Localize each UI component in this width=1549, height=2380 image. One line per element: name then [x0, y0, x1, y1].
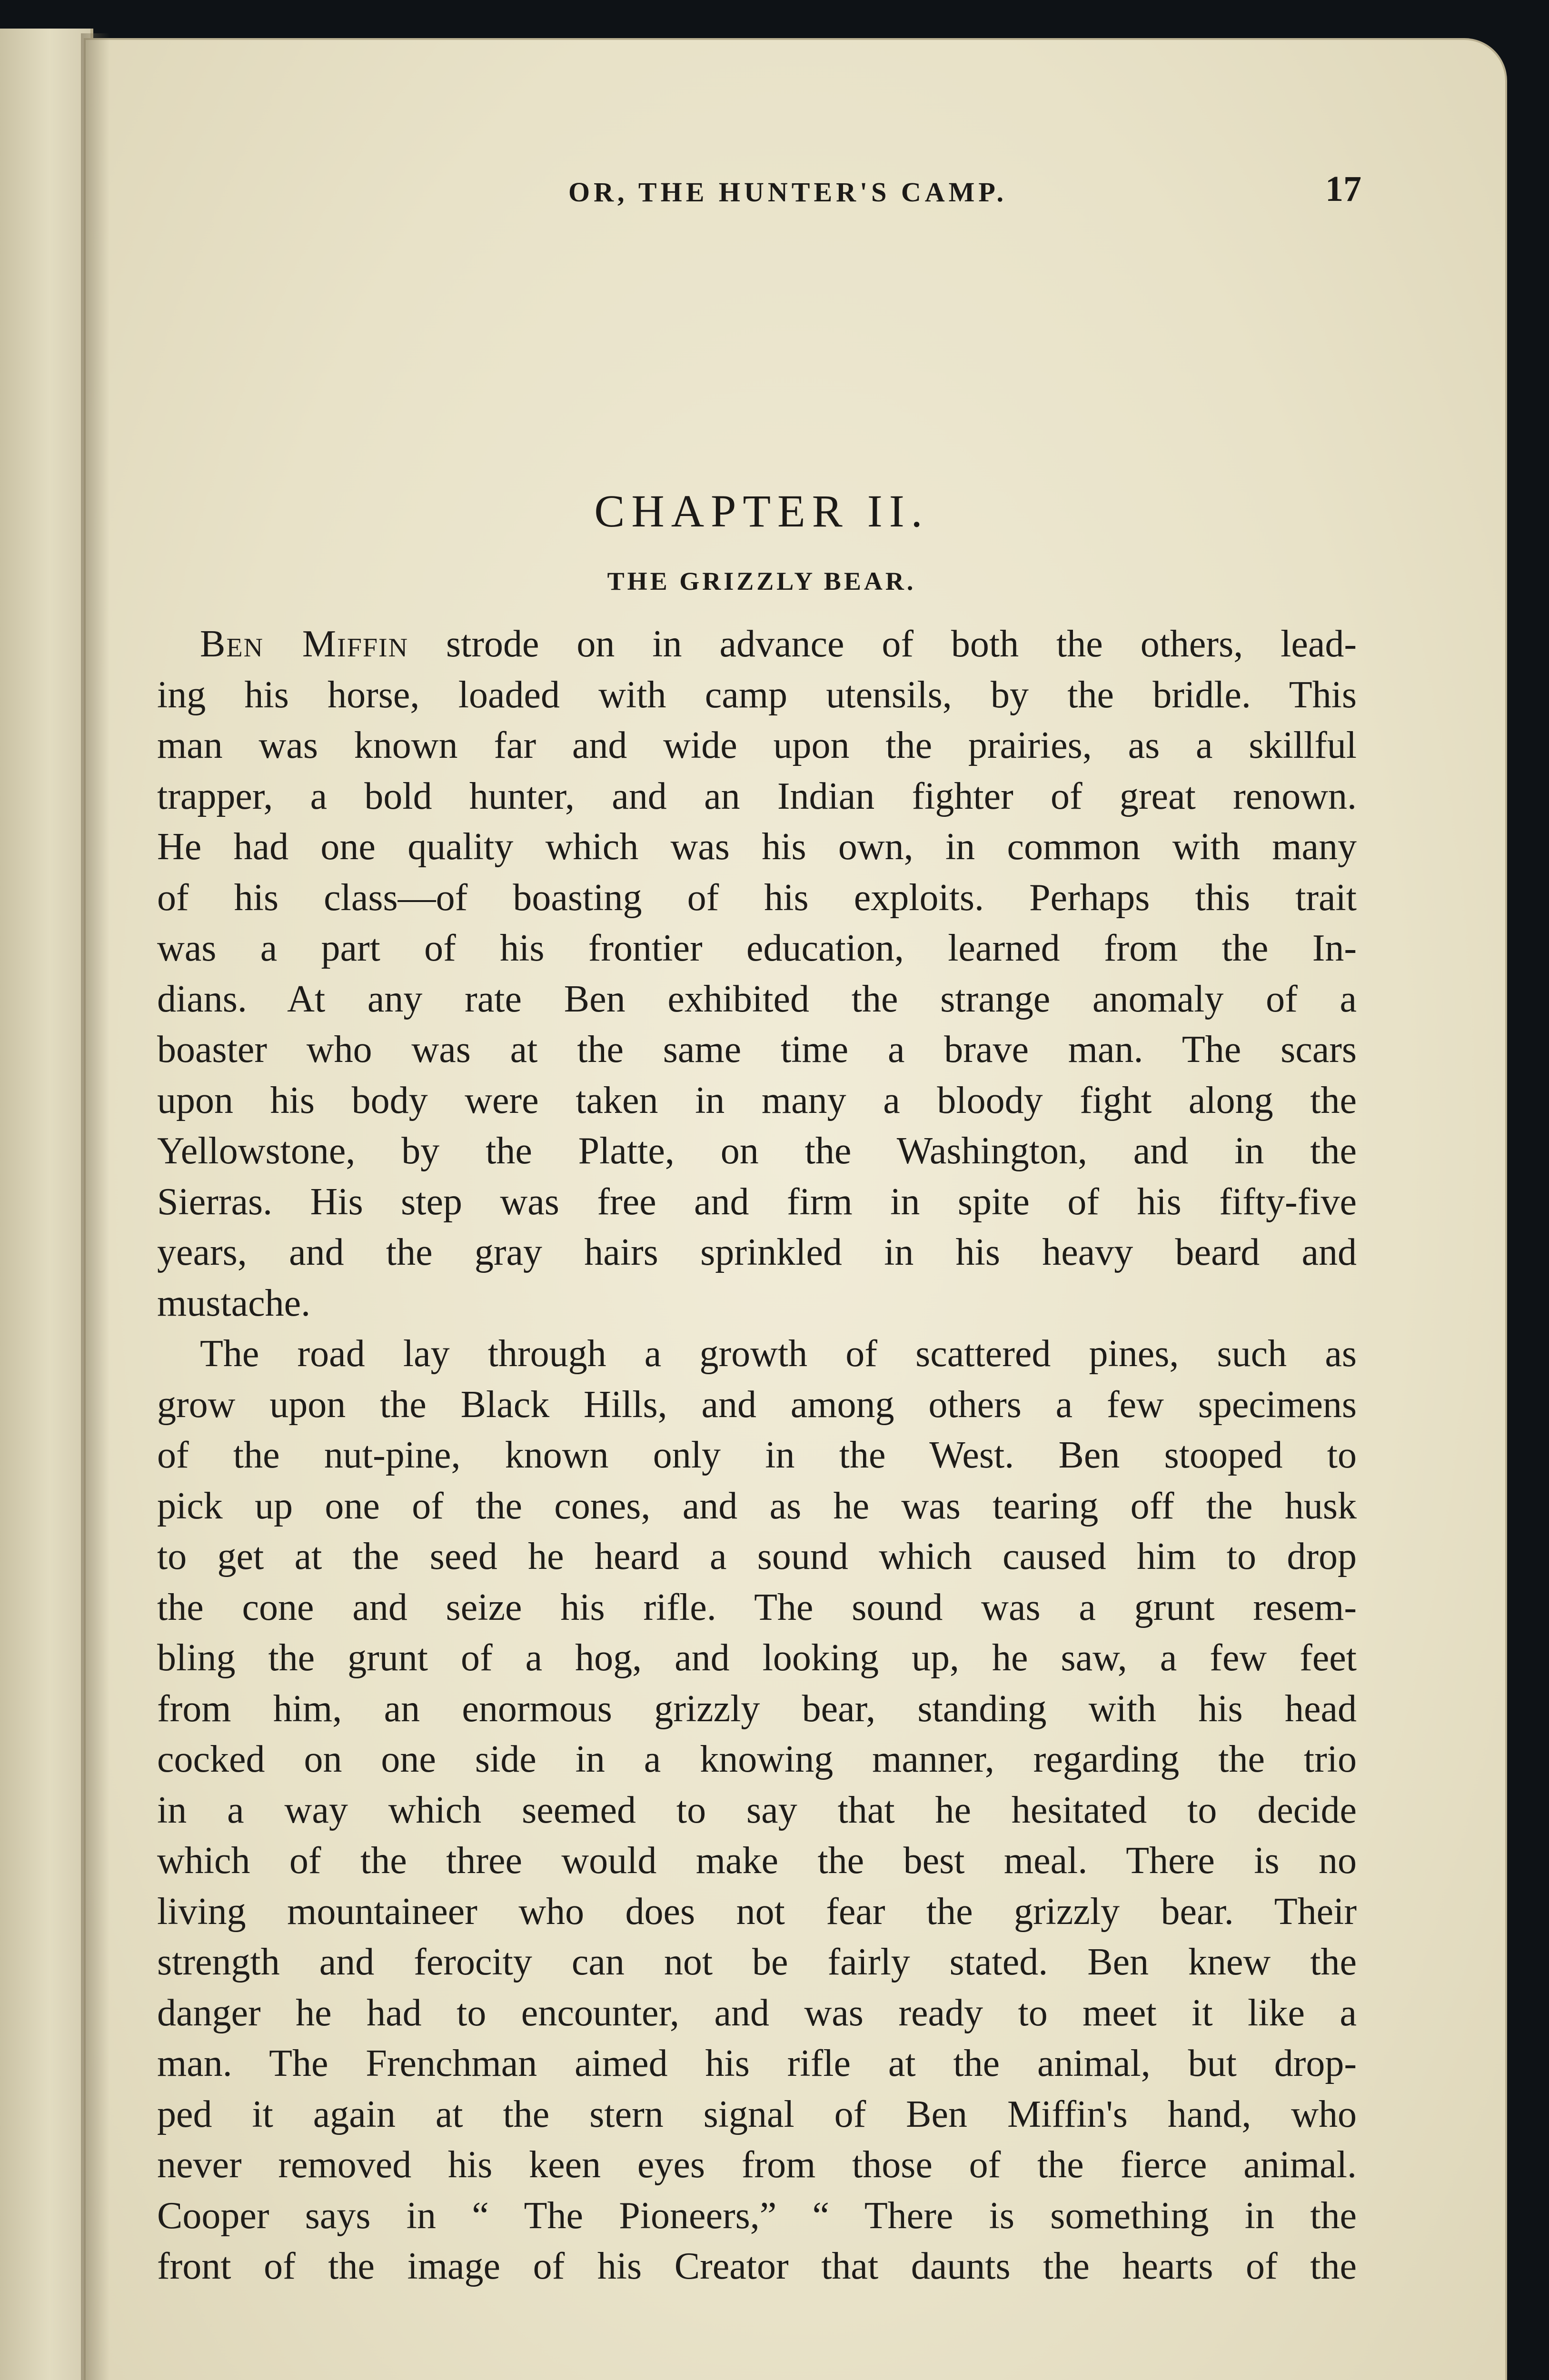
text-line: which of the three would make the best meal. There is no: [157, 1840, 1357, 1882]
text-line: man was known far and wide upon the prairies, as a skillful: [157, 724, 1357, 766]
text-line: trapper, a bold hunter, and an Indian fighter of great renown.: [157, 775, 1357, 817]
text-line: The road lay through a growth of scattered pines, such as: [200, 1333, 1357, 1375]
text-line: Yellowstone, by the Platte, on the Washington, and in the: [157, 1130, 1357, 1172]
text-line: in a way which seemed to say that he hesitated to decide: [157, 1789, 1357, 1831]
text-line: upon his body were taken in many a bloody fight along the: [157, 1079, 1357, 1121]
text-line: the cone and seize his rifle. The sound was a grunt resem-: [157, 1586, 1357, 1628]
running-header: OR, THE HUNTER'S CAMP.: [568, 177, 1008, 208]
text-line: cocked on one side in a knowing manner, regarding the trio: [157, 1738, 1357, 1780]
text-line: grow upon the Black Hills, and among others a few specimens: [157, 1383, 1357, 1426]
text-line: boaster who was at the same time a brave man. The scars: [157, 1029, 1357, 1071]
gutter-shadow: [81, 33, 109, 2380]
lead-name: Ben Miffin: [200, 623, 409, 665]
chapter-subtitle: THE GRIZZLY BEAR.: [607, 567, 916, 595]
text-line: dians. At any rate Ben exhibited the strange anomaly of a: [157, 978, 1357, 1020]
text-line: mustache.: [157, 1282, 311, 1324]
text-line: Sierras. His step was free and firm in spite of his fifty-five: [157, 1180, 1357, 1223]
text-line: danger he had to encounter, and was ready to meet it like a: [157, 1992, 1357, 2034]
text-line: front of the image of his Creator that daunts the hearts of the: [157, 2245, 1357, 2287]
text-line: ing his horse, loaded with camp utensils, by the bridle. This: [157, 674, 1357, 716]
text-line: of the nut-pine, known only in the West. Ben stooped to: [157, 1434, 1357, 1476]
body-text: [157, 619, 1357, 2292]
text-line: Cooper says in “ The Pioneers,” “ There is something in the: [157, 2194, 1357, 2237]
text-line: [157, 619, 1357, 670]
text-line: was a part of his frontier education, learned from the In-: [157, 927, 1357, 969]
text-line: of his class—of boasting of his exploits. Perhaps this trait: [157, 876, 1357, 919]
text-line: living mountaineer who does not fear the grizzly bear. Their: [157, 1890, 1357, 1933]
text-line: never removed his keen eyes from those of the fierce animal.: [157, 2144, 1357, 2186]
text-line: bling the grunt of a hog, and looking up, he saw, a few feet: [157, 1637, 1357, 1679]
text-line: strength and ferocity can not be fairly stated. Ben knew the: [157, 1941, 1357, 1983]
lead-line-text: strode on in advance of both the others, lead-: [408, 623, 1357, 665]
facing-page-edge: [0, 29, 93, 2380]
text-line: from him, an enormous grizzly bear, standing with his head: [157, 1687, 1357, 1730]
text-line: man. The Frenchman aimed his rifle at the animal, but drop-: [157, 2043, 1357, 2084]
chapter-title: CHAPTER II.: [594, 486, 929, 536]
text-line: years, and the gray hairs sprinkled in his heavy beard and: [157, 1231, 1357, 1273]
page-number: 17: [1325, 169, 1361, 209]
text-line: ped it again at the stern signal of Ben Miffin's hand, who: [157, 2093, 1357, 2135]
text-line: pick up one of the cones, and as he was tearing off the husk: [157, 1485, 1357, 1527]
text-line: to get at the seed he heard a sound which caused him to drop: [157, 1536, 1357, 1577]
text-line: He had one quality which was his own, in common with many: [157, 826, 1357, 868]
